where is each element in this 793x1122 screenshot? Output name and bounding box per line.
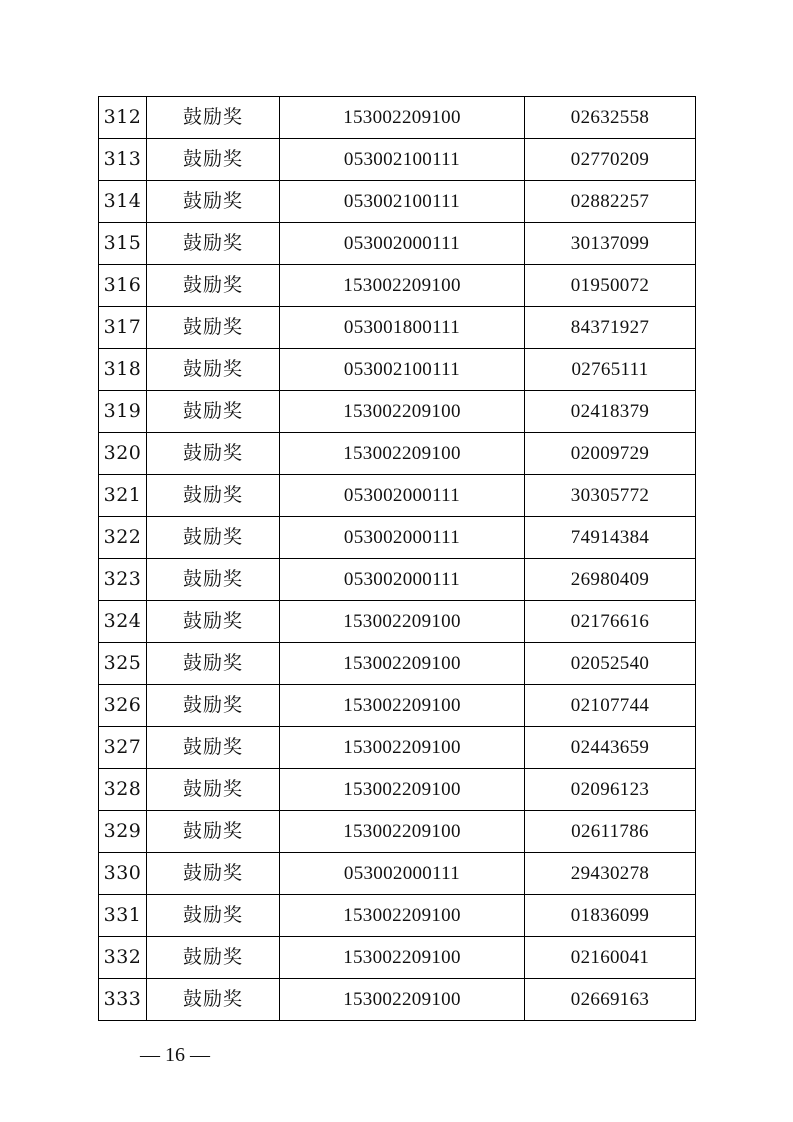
table-row bbox=[99, 139, 696, 181]
id-number-cell: 02632558 bbox=[525, 97, 696, 139]
id-number-cell: 02765111 bbox=[525, 349, 696, 391]
code-cell: 153002209100 bbox=[280, 265, 525, 307]
table-row bbox=[99, 97, 696, 139]
award-level-cell: 鼓励奖 bbox=[147, 979, 280, 1021]
table-row bbox=[99, 979, 696, 1021]
award-level-cell: 鼓励奖 bbox=[147, 517, 280, 559]
table-row bbox=[99, 727, 696, 769]
award-level-cell: 鼓励奖 bbox=[147, 433, 280, 475]
award-level-cell: 鼓励奖 bbox=[147, 97, 280, 139]
award-level-cell: 鼓励奖 bbox=[147, 601, 280, 643]
award-level-cell: 鼓励奖 bbox=[147, 181, 280, 223]
id-number-cell: 02443659 bbox=[525, 727, 696, 769]
table-row bbox=[99, 853, 696, 895]
table-row bbox=[99, 265, 696, 307]
row-number-cell: 326 bbox=[99, 685, 147, 727]
award-level-cell: 鼓励奖 bbox=[147, 937, 280, 979]
row-number-cell: 318 bbox=[99, 349, 147, 391]
row-number-cell: 324 bbox=[99, 601, 147, 643]
id-number-cell: 30305772 bbox=[525, 475, 696, 517]
table-row bbox=[99, 937, 696, 979]
table-row bbox=[99, 685, 696, 727]
award-level-cell: 鼓励奖 bbox=[147, 475, 280, 517]
page-number: — 16 — bbox=[140, 1044, 210, 1066]
award-level-cell: 鼓励奖 bbox=[147, 307, 280, 349]
table-row bbox=[99, 895, 696, 937]
award-level-cell: 鼓励奖 bbox=[147, 853, 280, 895]
code-cell: 153002209100 bbox=[280, 601, 525, 643]
award-level-cell: 鼓励奖 bbox=[147, 727, 280, 769]
row-number-cell: 312 bbox=[99, 97, 147, 139]
row-number-cell: 315 bbox=[99, 223, 147, 265]
code-cell: 053002000111 bbox=[280, 475, 525, 517]
award-level-cell: 鼓励奖 bbox=[147, 223, 280, 265]
row-number-cell: 327 bbox=[99, 727, 147, 769]
code-cell: 053002100111 bbox=[280, 139, 525, 181]
row-number-cell: 313 bbox=[99, 139, 147, 181]
id-number-cell: 74914384 bbox=[525, 517, 696, 559]
row-number-cell: 323 bbox=[99, 559, 147, 601]
id-number-cell: 01950072 bbox=[525, 265, 696, 307]
code-cell: 153002209100 bbox=[280, 727, 525, 769]
award-table bbox=[98, 96, 696, 1021]
id-number-cell: 02770209 bbox=[525, 139, 696, 181]
code-cell: 053001800111 bbox=[280, 307, 525, 349]
code-cell: 153002209100 bbox=[280, 895, 525, 937]
row-number-cell: 317 bbox=[99, 307, 147, 349]
table-row bbox=[99, 475, 696, 517]
code-cell: 153002209100 bbox=[280, 97, 525, 139]
table-row bbox=[99, 517, 696, 559]
award-level-cell: 鼓励奖 bbox=[147, 349, 280, 391]
table-row bbox=[99, 643, 696, 685]
id-number-cell: 02882257 bbox=[525, 181, 696, 223]
table-row bbox=[99, 181, 696, 223]
code-cell: 153002209100 bbox=[280, 979, 525, 1021]
code-cell: 053002000111 bbox=[280, 853, 525, 895]
row-number-cell: 321 bbox=[99, 475, 147, 517]
award-level-cell: 鼓励奖 bbox=[147, 391, 280, 433]
row-number-cell: 320 bbox=[99, 433, 147, 475]
table-row bbox=[99, 769, 696, 811]
id-number-cell: 30137099 bbox=[525, 223, 696, 265]
code-cell: 053002100111 bbox=[280, 181, 525, 223]
id-number-cell: 84371927 bbox=[525, 307, 696, 349]
row-number-cell: 322 bbox=[99, 517, 147, 559]
award-level-cell: 鼓励奖 bbox=[147, 643, 280, 685]
award-level-cell: 鼓励奖 bbox=[147, 685, 280, 727]
table-row bbox=[99, 223, 696, 265]
award-table-body bbox=[99, 97, 696, 1021]
id-number-cell: 02160041 bbox=[525, 937, 696, 979]
award-level-cell: 鼓励奖 bbox=[147, 895, 280, 937]
id-number-cell: 02096123 bbox=[525, 769, 696, 811]
table-row bbox=[99, 391, 696, 433]
table-row bbox=[99, 349, 696, 391]
row-number-cell: 316 bbox=[99, 265, 147, 307]
code-cell: 153002209100 bbox=[280, 937, 525, 979]
id-number-cell: 29430278 bbox=[525, 853, 696, 895]
code-cell: 153002209100 bbox=[280, 391, 525, 433]
row-number-cell: 328 bbox=[99, 769, 147, 811]
id-number-cell: 02611786 bbox=[525, 811, 696, 853]
row-number-cell: 332 bbox=[99, 937, 147, 979]
row-number-cell: 319 bbox=[99, 391, 147, 433]
code-cell: 053002000111 bbox=[280, 559, 525, 601]
row-number-cell: 333 bbox=[99, 979, 147, 1021]
id-number-cell: 02052540 bbox=[525, 643, 696, 685]
award-level-cell: 鼓励奖 bbox=[147, 811, 280, 853]
row-number-cell: 325 bbox=[99, 643, 147, 685]
award-level-cell: 鼓励奖 bbox=[147, 769, 280, 811]
row-number-cell: 330 bbox=[99, 853, 147, 895]
award-level-cell: 鼓励奖 bbox=[147, 559, 280, 601]
id-number-cell: 02669163 bbox=[525, 979, 696, 1021]
id-number-cell: 02418379 bbox=[525, 391, 696, 433]
table-row bbox=[99, 601, 696, 643]
code-cell: 153002209100 bbox=[280, 433, 525, 475]
code-cell: 053002000111 bbox=[280, 223, 525, 265]
table-row bbox=[99, 559, 696, 601]
row-number-cell: 329 bbox=[99, 811, 147, 853]
code-cell: 153002209100 bbox=[280, 643, 525, 685]
id-number-cell: 02009729 bbox=[525, 433, 696, 475]
code-cell: 053002100111 bbox=[280, 349, 525, 391]
table-row bbox=[99, 433, 696, 475]
id-number-cell: 26980409 bbox=[525, 559, 696, 601]
award-level-cell: 鼓励奖 bbox=[147, 265, 280, 307]
code-cell: 153002209100 bbox=[280, 769, 525, 811]
award-level-cell: 鼓励奖 bbox=[147, 139, 280, 181]
code-cell: 053002000111 bbox=[280, 517, 525, 559]
id-number-cell: 02107744 bbox=[525, 685, 696, 727]
code-cell: 153002209100 bbox=[280, 811, 525, 853]
table-row bbox=[99, 307, 696, 349]
id-number-cell: 02176616 bbox=[525, 601, 696, 643]
id-number-cell: 01836099 bbox=[525, 895, 696, 937]
code-cell: 153002209100 bbox=[280, 685, 525, 727]
table-row bbox=[99, 811, 696, 853]
row-number-cell: 314 bbox=[99, 181, 147, 223]
row-number-cell: 331 bbox=[99, 895, 147, 937]
